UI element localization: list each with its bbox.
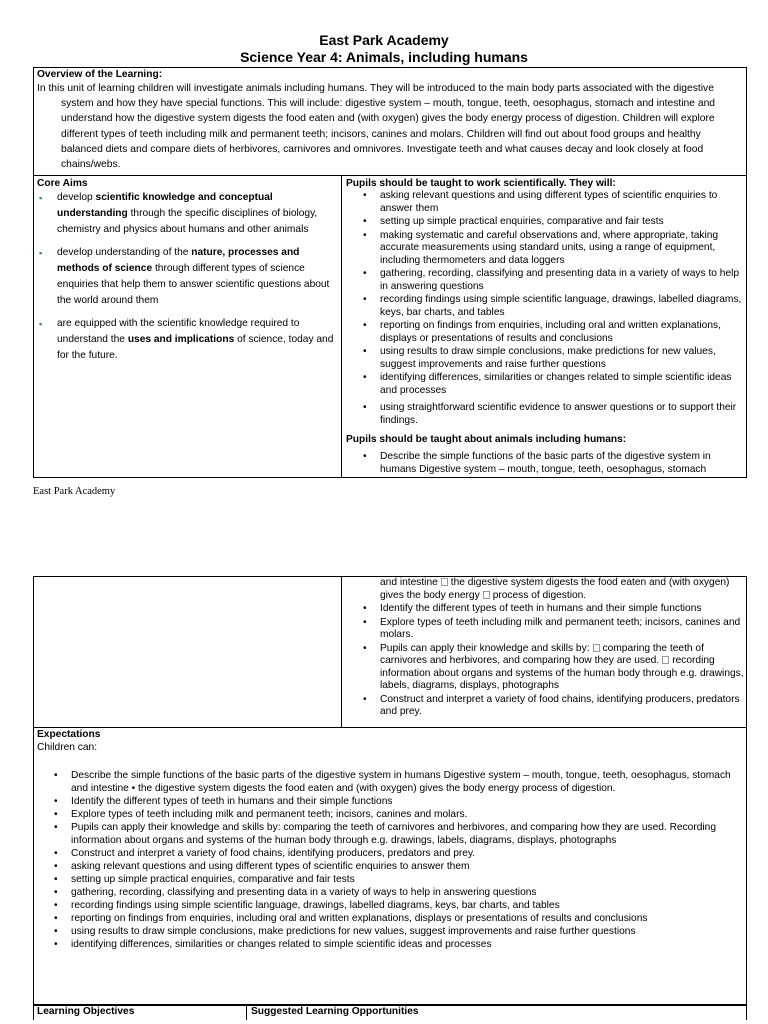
list-item: ▪ are equipped with the scientific knowledge required to understand the uses and implications of science, today and for the future.	[37, 316, 337, 364]
overview-section	[37, 68, 743, 172]
learning-opportunities-heading: Suggested Learning Opportunities	[251, 1006, 419, 1017]
work-scientifically-list	[346, 190, 744, 427]
list-item: • Describe the simple functions of the basic parts of the digestive system in humans Digestive system – mouth, tongue, teeth, oesophagus, stomach and intestine • the digestive system digests the food eaten and (with oxygen) gives the body energy process of digestion.	[37, 769, 743, 795]
table-divider	[33, 175, 747, 176]
list-item: • asking relevant questions and using different types of scientific enquiries to answer them	[37, 860, 743, 873]
list-item: • using results to draw simple conclusions, make predictions for new values, suggest improvements and raise further questions	[346, 346, 744, 371]
core-aims-list	[37, 190, 337, 364]
overview-text: In this unit of learning children will investigate animals including humans. They will be introduced to the main body parts associated with the digestive system and how they have special functions. This will include: digestive system – mouth, tongue, teeth, oesophagus, stomach and intestine and understand how the digestive system digests the food eaten and (with oxygen) gives the body energy process of digestion. Children will explore different types of teeth including milk and permanent teeth; incisors, canines and molars. Children will find out about food groups and healthy balanced diets and compare diets of herbivores, carnivores and omnivores. Investigate teeth and what causes decay and look closely at food chains/webs.	[37, 83, 716, 171]
animals-list-continued	[346, 603, 744, 719]
list-item: • Describe the simple functions of the basic parts of the digestive system in humans Digestive system – mouth, tongue, teeth, oesophagus, stomach	[346, 451, 744, 476]
expectations-subheading: Children can:	[37, 742, 98, 753]
list-item: • recording findings using simple scientific language, drawings, labelled diagrams, keys, bar charts, and tables	[346, 294, 744, 319]
list-item: • using results to draw simple conclusions, make predictions for new values, suggest improvements and raise further questions	[37, 925, 743, 938]
animals-list	[346, 451, 744, 476]
expectations-list	[37, 769, 743, 951]
list-item: • Identify the different types of teeth in humans and their simple functions	[37, 795, 743, 808]
page-footer: East Park Academy	[33, 486, 116, 497]
list-item: • Construct and interpret a variety of food chains, identifying producers, predators and prey.	[346, 694, 744, 719]
list-item: • gathering, recording, classifying and presenting data in a variety of ways to help in answering questions	[37, 886, 743, 899]
school-title: East Park Academy	[319, 32, 449, 48]
list-item: ▪ develop scientific knowledge and conceptual understanding through the specific disciplines of biology, chemistry and physics about humans and other animals	[37, 190, 337, 238]
missing-glyph-icon	[483, 591, 490, 599]
core-aims-heading: Core Aims	[37, 178, 88, 189]
animals-continued	[346, 577, 744, 719]
missing-glyph-icon	[593, 644, 600, 652]
table-divider	[246, 1004, 247, 1020]
work-scientifically-section	[346, 177, 744, 476]
table-divider	[341, 576, 342, 727]
list-item: • making systematic and careful observations and, where appropriate, taking accurate measurements using standard units, using a range of equipment, including thermometers and data loggers	[346, 230, 744, 268]
list-item: • Construct and interpret a variety of food chains, identifying producers, predators and prey.	[37, 847, 743, 860]
list-item: • reporting on findings from enquiries, including oral and written explanations, displays or presentations of results and conclusions	[37, 912, 743, 925]
list-item: • Pupils can apply their knowledge and skills by: comparing the teeth of carnivores and herbivores, and comparing how they are used. Recording information about organs and systems of the human body through e.g. drawings, labels, diagrams, displays, photographs	[37, 821, 743, 847]
animals-heading: Pupils should be taught about animals including humans:	[346, 434, 627, 445]
missing-glyph-icon	[662, 656, 669, 664]
list-item: • Explore types of teeth including milk and permanent teeth; incisors, canines and molars.	[346, 617, 744, 642]
list-item: • identifying differences, similarities or changes related to simple scientific ideas and processes	[37, 938, 743, 951]
list-item: • recording findings using simple scientific language, drawings, labelled diagrams, keys, bar charts, and tables	[37, 899, 743, 912]
list-item: • identifying differences, similarities or changes related to simple scientific ideas and processes	[346, 372, 744, 397]
list-item: • Pupils can apply their knowledge and skills by: comparing the teeth of carnivores and herbivores, and comparing how they are used. recording information about organs and systems of the human body through e.g. drawings, labels, diagrams, displays, photographs	[346, 643, 744, 693]
table-divider	[341, 175, 342, 478]
list-item: • Explore types of teeth including milk and permanent teeth; incisors, canines and molars.	[37, 808, 743, 821]
list-item: • using straightforward scientific evidence to answer questions or to support their findings.	[346, 402, 744, 427]
work-scientifically-heading: Pupils should be taught to work scientifically. They will:	[346, 178, 616, 189]
expectations-heading: Expectations	[37, 729, 101, 740]
list-item: ▪ develop understanding of the nature, processes and methods of science through different types of science enquiries that help them to answer scientific questions about the world around them	[37, 245, 337, 309]
missing-glyph-icon	[441, 578, 448, 586]
learning-objectives-heading: Learning Objectives	[37, 1006, 135, 1017]
continued-text: and intestine the digestive system digests the food eaten and (with oxygen) gives the body energy process of digestion.	[380, 577, 730, 601]
overview-heading: Overview of the Learning:	[37, 69, 163, 80]
list-item: • reporting on findings from enquiries, including oral and written explanations, displays or presentations of results and conclusions	[346, 320, 744, 345]
core-aims-section	[37, 177, 337, 371]
list-item: • setting up simple practical enquiries, comparative and fair tests	[346, 216, 744, 229]
expectations-section	[37, 728, 743, 951]
list-item: • setting up simple practical enquiries, comparative and fair tests	[37, 873, 743, 886]
list-item: • gathering, recording, classifying and presenting data in a variety of ways to help in answering questions	[346, 268, 744, 293]
unit-title: Science Year 4: Animals, including humans	[240, 49, 528, 65]
list-item: • Identify the different types of teeth in humans and their simple functions	[346, 603, 744, 616]
list-item: • asking relevant questions and using different types of scientific enquiries to answer them	[346, 190, 744, 215]
